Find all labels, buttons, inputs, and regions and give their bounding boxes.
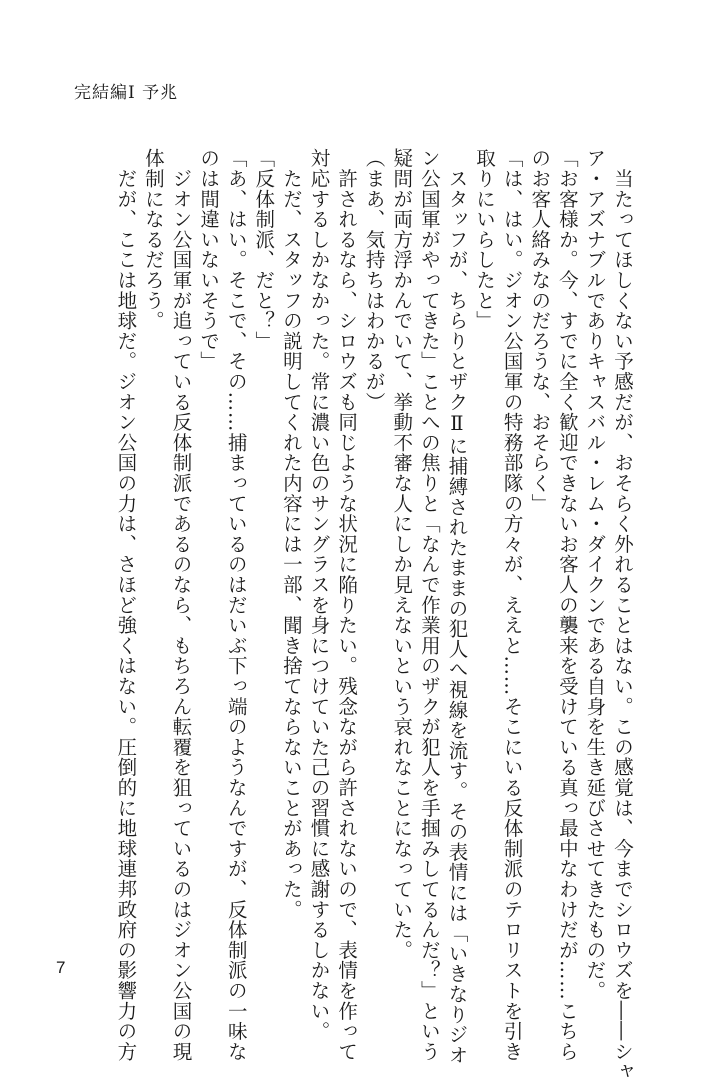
- text-line: 疑問が両方浮かんでいて、挙動不審な人にしか見えないという哀れなことになっていた。: [390, 148, 414, 960]
- text-line: 「反体制派、だと？」: [252, 148, 276, 351]
- text-line: のは間違いないそうで」: [197, 148, 221, 372]
- page-number: 7: [56, 958, 66, 977]
- text-line: （まあ、気持ちはわかるが）: [362, 148, 386, 412]
- text-line: スタッフが、ちらりとザクⅡに捕縛されたままの犯人へ視線を流す。その表情には「いきなりジオ: [445, 148, 469, 1065]
- text-line: 取りにいらしたと」: [473, 148, 497, 331]
- text-line: 許されるなら、シロウズも同じような状況に陥りたい。残念ながら許されないので、表情を作って: [335, 148, 359, 1062]
- text-line: 体制になるだろう。: [141, 148, 165, 331]
- body-text: [76, 148, 636, 1082]
- text-line: 「は、はい。ジオン公国軍の特務部隊の方々が、ええと……そこにいる反体制派のテロリストを引き: [500, 148, 524, 1062]
- text-line: ジオン公国軍が追っている反体制派であるのなら、もちろん転覆を狙っているのはジオン公国の現: [169, 148, 193, 1062]
- text-line: 当たってほしくない予感だが、おそらく外れることはない。この感覚は、今までシロウズを――シャ: [611, 148, 634, 1082]
- text-line: 「あ、はい。そこで、その……捕まっているのはだいぶ下っ端のようなんですが、反体制派の一味な: [224, 148, 248, 1062]
- text-line: 対応するしかなかった。常に濃い色のサングラスを身につけていた己の習慣に感謝するしかない。: [307, 148, 331, 1042]
- text-line: のお客人絡みなのだろうな、おそらく」: [528, 148, 552, 514]
- text-line: ただ、スタッフの説明してくれた内容には一部、聞き捨てならないことがあった。: [279, 148, 303, 920]
- text-line: だが、ここは地球だ。ジオン公国の力は、さほど強くはない。圧倒的に地球連邦政府の影響力の方: [114, 148, 138, 1062]
- text-line: ア・アズナブルでありキャスバル・レム・ダイクンである自身を生き延びさせてきたものだ。: [583, 148, 607, 1001]
- chapter-title: 完結編Ⅰ 予兆: [74, 83, 179, 103]
- text-line: 「お客様か。今、すでに全く歓迎できないお客人の襲来を受けている真っ最中なわけだが……こちら: [555, 148, 579, 1062]
- text-line: ン公国軍がやってきた」ことへの焦りと「なんで作業用のザクが犯人を手掴みしてるんだ？」という: [417, 148, 441, 1062]
